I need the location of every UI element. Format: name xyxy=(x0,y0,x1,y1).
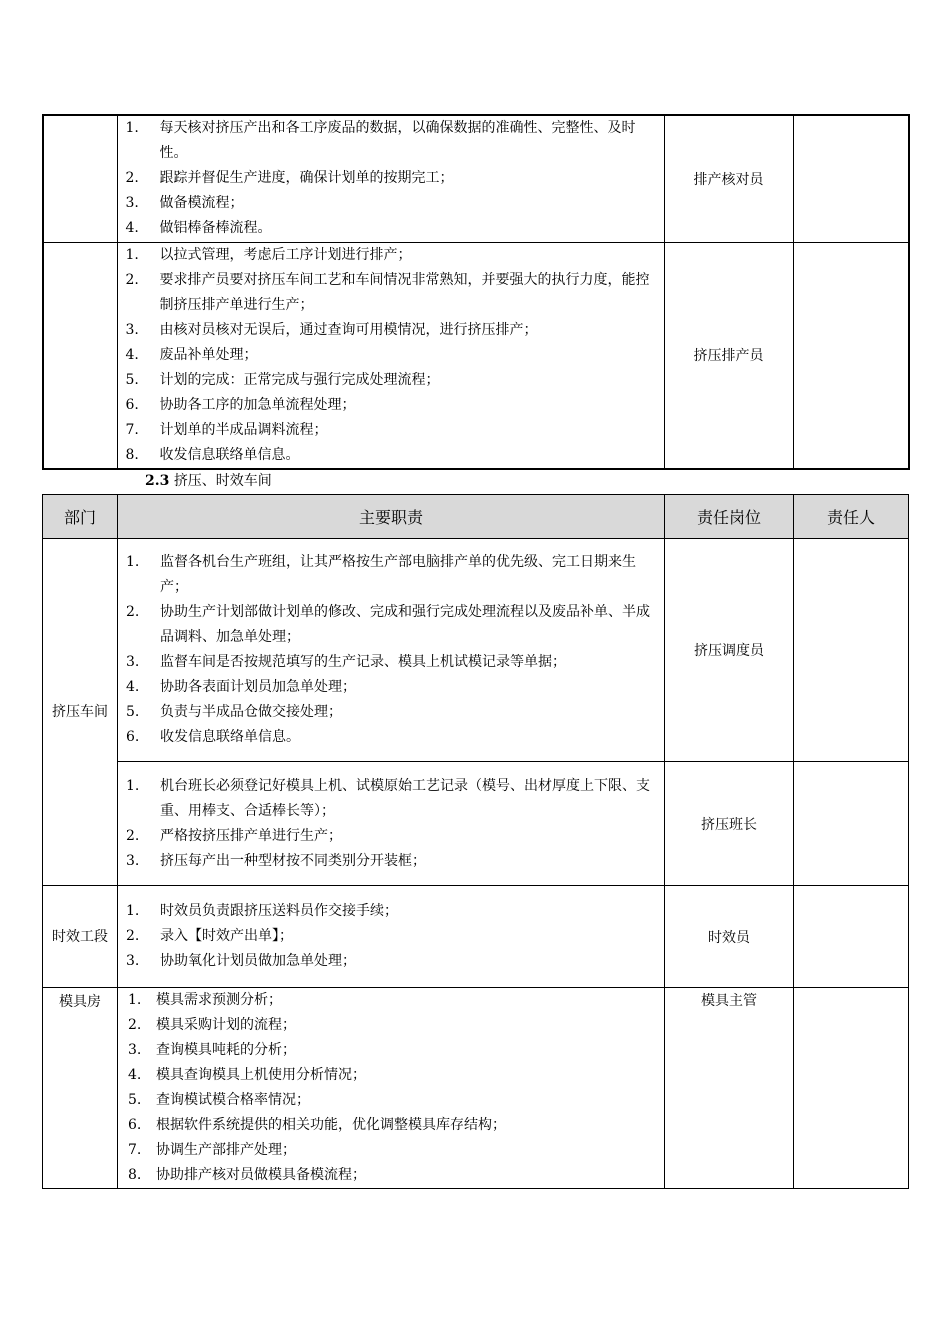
duty-text: 做铝棒备棒流程。 xyxy=(159,220,272,237)
section-number: 2.3 xyxy=(145,473,170,489)
list-item: 3. 监督车间是否按规范填写的生产记录、模具上机试模记录等单据； xyxy=(126,654,566,670)
dept-cell: 挤压车间 xyxy=(43,539,118,886)
list-item: 8. 收发信息联络单信息。 xyxy=(125,446,300,463)
post-cell: 排产核对员 xyxy=(664,115,793,242)
list-item: 3. 挤压每产出一种型材按不同类别分开装框； xyxy=(126,852,426,869)
dept-cell xyxy=(43,115,117,242)
duty-text: 协调生产部排产处理； xyxy=(156,1142,296,1158)
person-cell xyxy=(794,886,909,988)
post-cell: 时效员 xyxy=(665,886,794,988)
duty-text: 以拉式管理，考虑后工序计划进行排产； xyxy=(159,246,412,263)
duty-list xyxy=(118,243,664,468)
duty-text: 每天核对挤压产出和各工序废品的数据，以确保数据的准确性、完整性、及时性。 xyxy=(159,120,636,162)
post-cell: 挤压班长 xyxy=(665,762,794,886)
list-item: 7. 协调生产部排产处理； xyxy=(128,1142,296,1158)
table-row xyxy=(43,988,909,1189)
duties-cell xyxy=(118,988,665,1189)
table-row xyxy=(43,886,909,988)
list-item: 7. 计划单的半成品调料流程； xyxy=(125,421,328,438)
duty-text: 查询模具吨耗的分析； xyxy=(156,1042,296,1058)
duty-text: 跟踪并督促生产进度，确保计划单的按期完工； xyxy=(159,170,454,187)
section-heading xyxy=(145,472,272,490)
list-item: 1. 时效员负责跟挤压送料员作交接手续； xyxy=(126,903,398,919)
duty-text: 做备模流程； xyxy=(159,195,244,212)
list-item: 1. 模具需求预测分析； xyxy=(128,992,282,1008)
list-item: 8. 协助排产核对员做模具备模流程； xyxy=(128,1167,366,1183)
duties-cell xyxy=(117,115,664,242)
duty-text: 协助排产核对员做模具备模流程； xyxy=(156,1167,366,1183)
list-item: 2. 协助生产计划部做计划单的修改、完成和强行完成处理流程以及废品补单、半成品调料、加急单处理； xyxy=(126,604,650,645)
duty-list xyxy=(118,774,664,874)
duty-text: 计划单的半成品调料流程； xyxy=(159,421,328,438)
duty-text: 模具需求预测分析； xyxy=(156,992,282,1008)
list-item: 2. 要求排产员要对挤压车间工艺和车间情况非常熟知，并要强大的执行力度，能控制挤压排产单进行生产； xyxy=(125,271,650,313)
dept-cell: 模具房 xyxy=(43,988,118,1189)
list-item: 2. 模具采购计划的流程； xyxy=(128,1017,296,1033)
duty-list xyxy=(118,116,664,241)
duty-text: 要求排产员要对挤压车间工艺和车间情况非常熟知，并要强大的执行力度，能控制挤压排产单进行生产； xyxy=(159,271,650,313)
duty-table xyxy=(42,494,909,1189)
duty-text: 时效员负责跟挤压送料员作交接手续； xyxy=(160,903,398,919)
table-row xyxy=(43,539,909,762)
duty-text: 机台班长必须登记好模具上机、试模原始工艺记录（模号、出材厚度上下限、支重、用棒支、合适棒长等）； xyxy=(160,777,650,819)
table-row xyxy=(43,242,909,469)
person-cell xyxy=(793,115,909,242)
header-dept: 部门 xyxy=(43,495,118,539)
post-cell: 挤压排产员 xyxy=(664,242,793,469)
duty-list xyxy=(118,550,664,750)
list-item: 3. 由核对员核对无误后，通过查询可用模情况，进行挤压排产； xyxy=(125,321,538,338)
post-cell: 挤压调度员 xyxy=(665,539,794,762)
header-duties: 主要职责 xyxy=(118,495,665,539)
duty-text: 查询模试模合格率情况； xyxy=(156,1092,310,1108)
duty-text: 协助氧化计划员做加急单处理； xyxy=(160,953,356,969)
duties-cell xyxy=(118,762,665,886)
list-item: 2. 跟踪并督促生产进度，确保计划单的按期完工； xyxy=(125,170,454,187)
person-cell xyxy=(794,539,909,762)
duty-list xyxy=(118,899,664,974)
list-item: 4. 做铝棒备棒流程。 xyxy=(125,220,272,237)
duty-text: 模具采购计划的流程； xyxy=(156,1017,296,1033)
list-item: 3. 协助氧化计划员做加急单处理； xyxy=(126,953,356,969)
duty-text: 协助各工序的加急单流程处理； xyxy=(159,396,356,413)
duty-list xyxy=(118,988,664,1188)
duty-text: 挤压每产出一种型材按不同类别分开装框； xyxy=(160,852,426,869)
list-item: 1. 监督各机台生产班组，让其严格按生产部电脑排产单的优先级、完工日期来生产； xyxy=(126,554,636,595)
post-cell: 模具主管 xyxy=(665,988,794,1189)
list-item: 5. 负责与半成品仓做交接处理； xyxy=(126,704,342,720)
list-item: 4. 协助各表面计划员加急单处理； xyxy=(126,679,356,695)
list-item: 2. 录入【时效产出单】； xyxy=(126,928,293,944)
list-item: 1. 每天核对挤压产出和各工序废品的数据，以确保数据的准确性、完整性、及时性。 xyxy=(125,120,636,162)
duty-text: 废品补单处理； xyxy=(159,346,258,363)
header-row xyxy=(43,495,909,539)
duty-text: 录入【时效产出单】； xyxy=(160,928,293,944)
person-cell xyxy=(794,988,909,1189)
header-person: 责任人 xyxy=(794,495,909,539)
list-item: 1. 以拉式管理，考虑后工序计划进行排产； xyxy=(125,246,412,263)
list-item: 6. 协助各工序的加急单流程处理； xyxy=(125,396,356,413)
duty-text: 根据软件系统提供的相关功能，优化调整模具库存结构； xyxy=(156,1117,506,1133)
dept-cell xyxy=(43,242,117,469)
duty-text: 监督各机台生产班组，让其严格按生产部电脑排产单的优先级、完工日期来生产； xyxy=(160,554,636,595)
duty-text: 协助生产计划部做计划单的修改、完成和强行完成处理流程以及废品补单、半成品调料、加急单处理； xyxy=(160,604,650,645)
duty-text: 监督车间是否按规范填写的生产记录、模具上机试模记录等单据； xyxy=(160,654,566,670)
duty-text: 协助各表面计划员加急单处理； xyxy=(160,679,356,695)
duty-text: 收发信息联络单信息。 xyxy=(160,729,300,745)
section-title: 挤压、时效车间 xyxy=(173,473,272,489)
duty-text: 由核对员核对无误后，通过查询可用模情况，进行挤压排产； xyxy=(159,321,538,338)
list-item: 3. 查询模具吨耗的分析； xyxy=(128,1042,296,1058)
duties-cell xyxy=(118,886,665,988)
table-row xyxy=(43,762,909,886)
list-item: 5. 查询模试模合格率情况； xyxy=(128,1092,310,1108)
header-post: 责任岗位 xyxy=(665,495,794,539)
list-item: 2. 严格按挤压排产单进行生产； xyxy=(126,827,342,844)
dept-cell: 时效工段 xyxy=(43,886,118,988)
person-cell xyxy=(794,762,909,886)
duty-text: 收发信息联络单信息。 xyxy=(159,446,300,463)
person-cell xyxy=(793,242,909,469)
list-item: 1. 机台班长必须登记好模具上机、试模原始工艺记录（模号、出材厚度上下限、支重、用棒支、合适棒长等）； xyxy=(126,777,650,819)
list-item: 6. 根据软件系统提供的相关功能，优化调整模具库存结构； xyxy=(128,1117,506,1133)
list-item: 6. 收发信息联络单信息。 xyxy=(126,729,300,745)
list-item: 3. 做备模流程； xyxy=(125,195,244,212)
duty-text: 负责与半成品仓做交接处理； xyxy=(160,704,342,720)
list-item: 4. 废品补单处理； xyxy=(125,346,258,363)
table-row xyxy=(43,115,909,242)
list-item: 4. 模具查询模具上机使用分析情况； xyxy=(128,1067,366,1083)
duty-text: 计划的完成：正常完成与强行完成处理流程； xyxy=(159,371,440,388)
duty-text: 严格按挤压排产单进行生产； xyxy=(160,827,342,844)
list-item: 5. 计划的完成：正常完成与强行完成处理流程； xyxy=(125,371,440,388)
duties-cell xyxy=(117,242,664,469)
duties-cell xyxy=(118,539,665,762)
duty-text: 模具查询模具上机使用分析情况； xyxy=(156,1067,366,1083)
duty-table-continued xyxy=(42,114,910,470)
